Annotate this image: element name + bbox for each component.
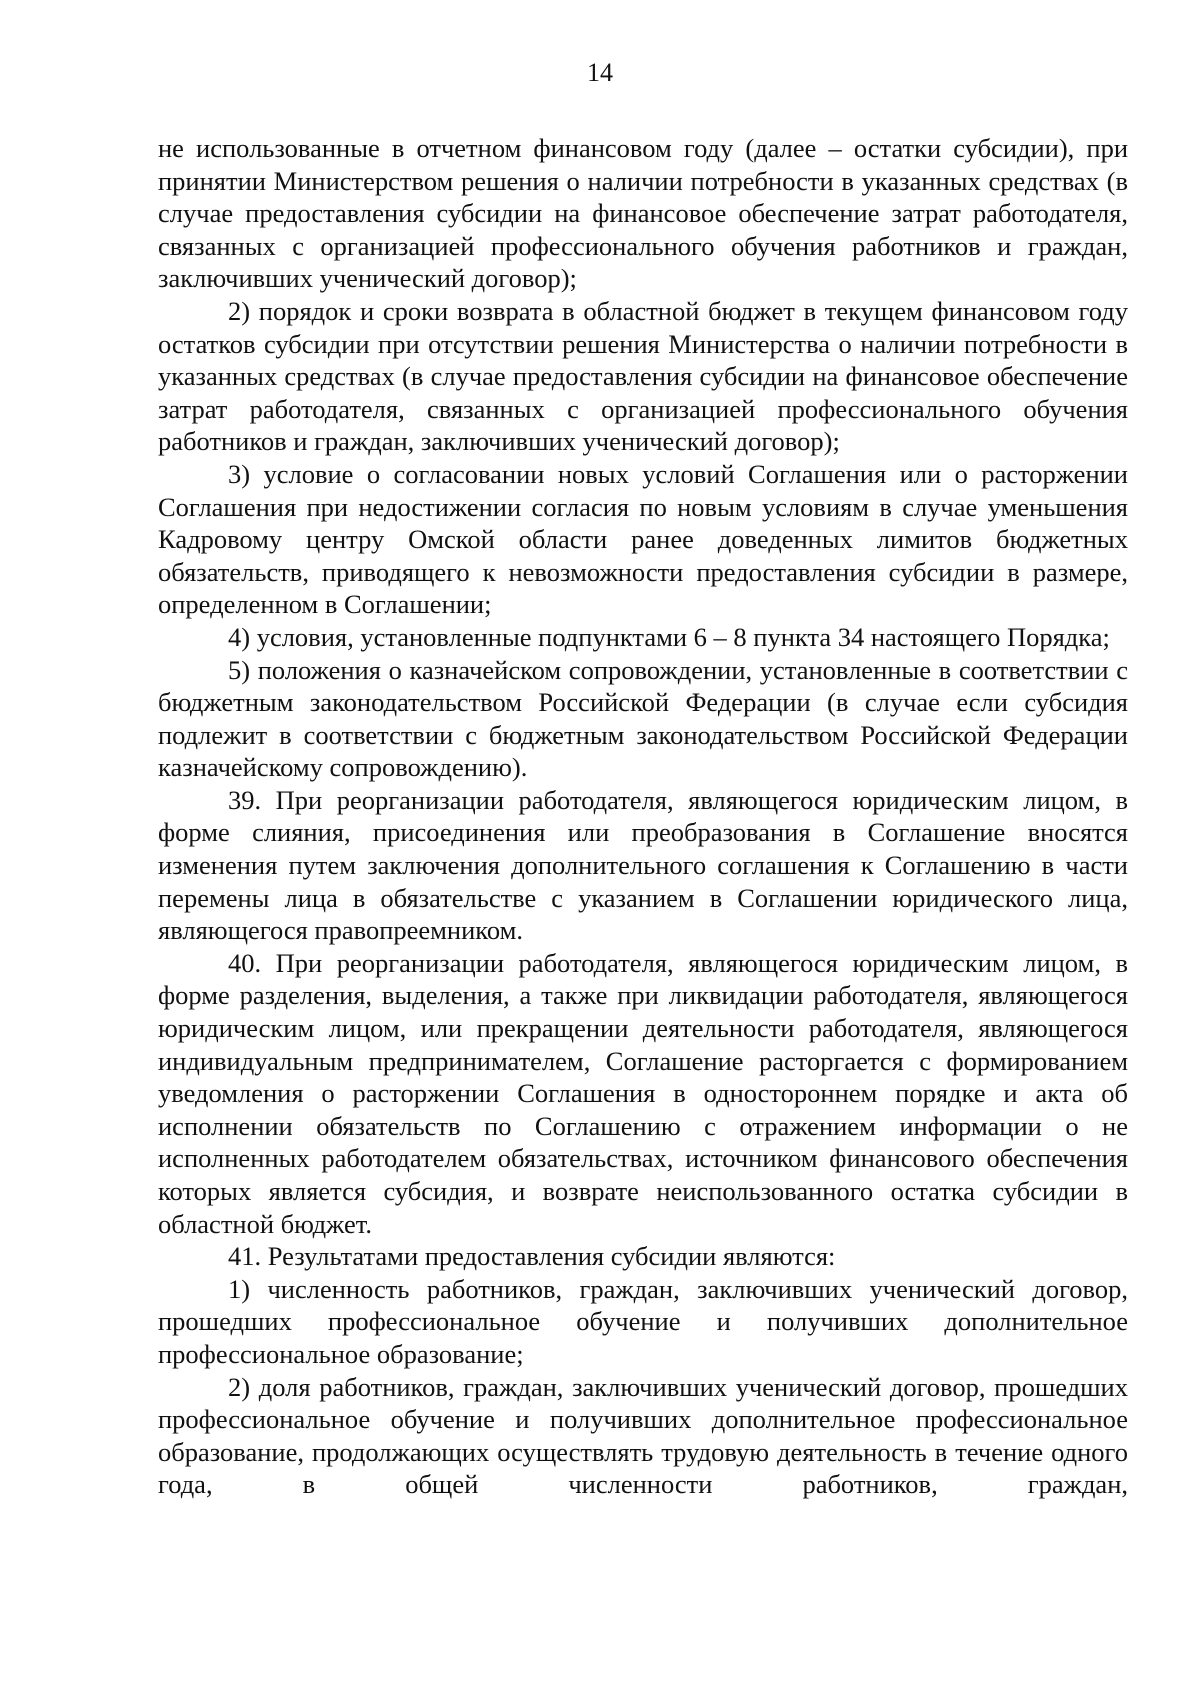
paragraph-item-2: 2) порядок и сроки возврата в областной бюджет в текущем финансовом году остатков субсидии при отсутствии решения Министерства о наличии потребности в указанных средствах (в случае предоставления субсидии на финансовое обеспечение затрат работодателя, связанных с организацией профессионального обучения работников и граждан, заключивших ученический договор); [158,295,1128,457]
paragraph-39: 39. При реорганизации работодателя, являющегося юридическим лицом, в форме слияния, присоединения или преобразования в Соглашение вносятся изменения путем заключения дополнительного соглашения к Соглашению в части перемены лица в обязательстве с указанием в Соглашении юридического лица, являющегося правопреемником. [158,784,1128,946]
page-number: 14 [587,58,613,87]
paragraph-41-item-1: 1) численность работников, граждан, заключивших ученический договор, прошедших профессиональное обучение и получивших дополнительное профессиональное образование; [158,1273,1128,1369]
paragraph-item-4: 4) условия, установленные подпунктами 6 – 8 пункта 34 настоящего Порядка; [228,621,1110,652]
paragraph-41: 41. Результатами предоставления субсидии являются: [228,1241,836,1272]
paragraph-continuation: не использованные в отчетном финансовом году (далее – остатки субсидии), при принятии Министерством решения о наличии потребности в указанных средствах (в случае предоставления субсидии на финансовое обеспечение затрат работодателя, связанных с организацией профессионального обучения работников и граждан, заключивших ученический договор); [158,133,1128,294]
paragraph-item-3: 3) условие о согласовании новых условий Соглашения или о расторжении Соглашения при недостижении согласия по новым условиям в случае уменьшения Кадровому центру Омской области ранее доведенных лимитов бюджетных обязательств, приводящего к невозможности предоставления субсидии в размере, определенном в Соглашении; [158,458,1128,620]
document-body [158,132,1128,1501]
paragraph-item-5: 5) положения о казначейском сопровождении, установленные в соответствии с бюджетным законодательством Российской Федерации (в случае если субсидия подлежит в соответствии с бюджетным законодательством Российской Федерации казначейскому сопровождению). [158,654,1128,783]
paragraph-40: 40. При реорганизации работодателя, являющегося юридическим лицом, в форме разделения, выделения, а также при ликвидации работодателя, являющегося юридическим лицом, или прекращении деятельности работодателя, являющегося индивидуальным предпринимателем, Соглашение расторгается с формированием уведомления о расторжении Соглашения в одностороннем порядке и акта об исполнении обязательств по Соглашению с отражением информации о не исполненных работодателем обязательствах, источником финансового обеспечения которых является субсидия, и возврате неиспользованного остатка субсидии в областной бюджет. [158,947,1128,1239]
paragraph-41-item-2: 2) доля работников, граждан, заключивших ученический договор, прошедших профессиональное обучение и получивших дополнительное профессиональное образование, продолжающих осуществлять трудовую деятельность в течение одного года, в общей численности работников, граждан, [158,1371,1128,1500]
